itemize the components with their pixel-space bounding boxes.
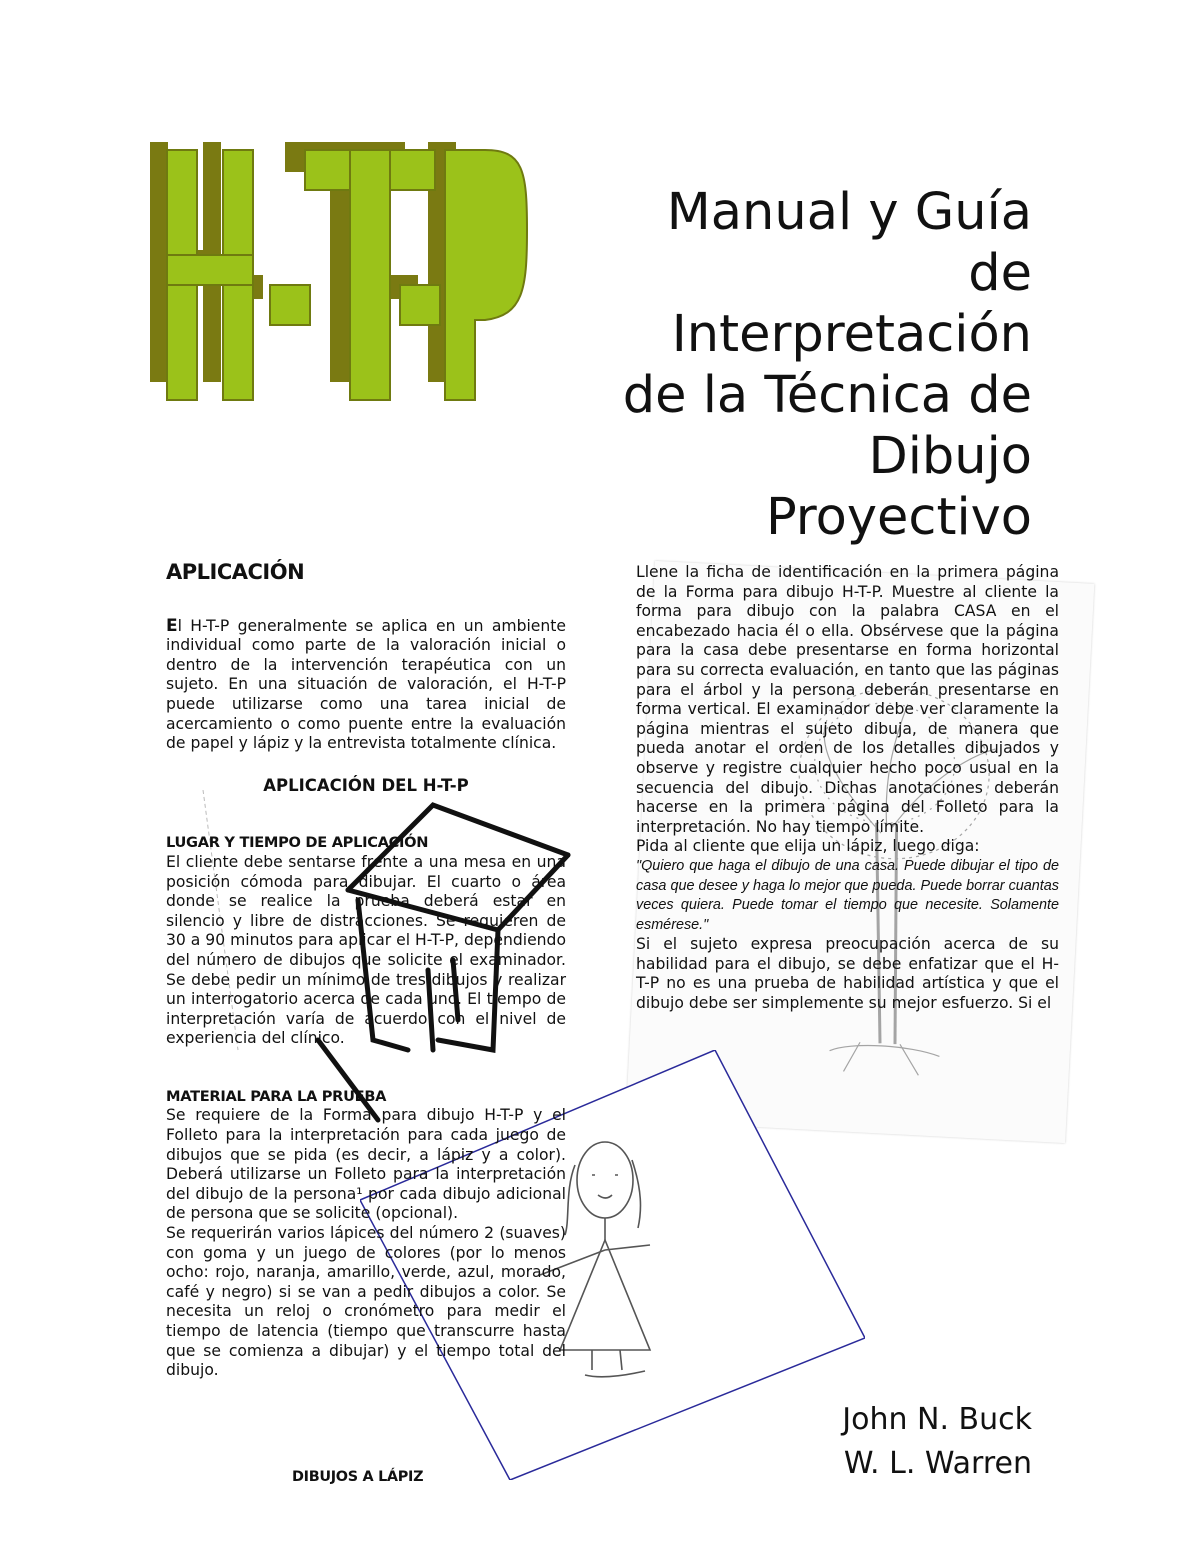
title-line: Manual y Guía xyxy=(666,183,1032,242)
title-line: Dibujo xyxy=(868,427,1032,486)
author-name: John N. Buck xyxy=(842,1402,1032,1437)
logo-text: H-T-P xyxy=(145,130,148,131)
material-paragraph-1: Se requiere de la Forma para dibujo H-T-P y el Folleto para la interpretación para cada juego de dibujos que se pida (es decir, a lápiz y a color). Deberá utilizarse un Folleto para la interpretación del dibujo de la persona¹ por cada dibujo adicional de persona que se solicite (opcional). xyxy=(166,1106,566,1223)
drop-cap: E xyxy=(166,615,178,636)
pencil-drawings-label: DIBUJOS A LÁPIZ xyxy=(292,1469,424,1485)
material-heading: MATERIAL PARA LA PRUEBA xyxy=(166,1087,387,1105)
instructions-paragraph-2: Pida al cliente que elija un lápiz, luego diga: xyxy=(636,837,980,856)
title-line: de xyxy=(968,244,1032,303)
place-time-heading: LUGAR Y TIEMPO DE APLICACIÓN xyxy=(166,834,429,852)
authors xyxy=(760,1398,1032,1486)
intro-paragraph xyxy=(166,617,566,754)
instructions-paragraph: Llene la ficha de identificación en la primera página de la Forma para dibujo H-T-P. Muestre al cliente la forma para dibujo con la palabra CASA en el encabezado hacia él o ella. Obsérvese que la página para la casa debe presentarse en forma horizontal para su correcta evaluación, en tanto que las páginas para el árbol y la persona deberán presentarse en forma vertical. El examinador debe ver claramente la página mientras el sujeto dibuja, de manera que pueda anotar el orden de los detalles dibujados y observe y registre cualquier hecho poco usual en la secuencia del dibujo. Dichas anotaciones deberán hacerse en la primera página del Folleto para la interpretación. No hay tiempo límite. xyxy=(636,563,1059,836)
section-heading: APLICACIÓN xyxy=(166,560,305,584)
right-column xyxy=(636,563,1059,1014)
place-time-paragraph: El cliente debe sentarse frente a una mesa en una posición cómoda para dibujar. El cuarto o área donde se realice la prueba deberá estar en silencio y libre de distracciones. Se requieren de 30 a 90 minutos para aplicar el H-T-P, dependiendo del número de dibujos que solicite el examinador. Se debe pedir un mínimo de tres dibujos y realizar un interrogatorio acerca de cada uno. El tiempo de interpretación varía de acuerdo con el nivel de experiencia del clínico. xyxy=(166,852,566,1048)
material-paragraph-2: Se requerirán varios lápices del número 2 (suaves) con goma y un juego de colores (por lo menos ocho: rojo, naranja, amarillo, verde, azul, morado, café y negro) si se van a pedir dibujos a color. Se necesita un reloj o cronómetro para medir el tiempo de latencia (tiempo que transcurre hasta que se comienza a dibujar) y el tiempo total del dibujo. xyxy=(166,1224,566,1380)
intro-text: l H-T-P generalmente se aplica en un ambiente individual como parte de la valoración inicial o dentro de la intervención terapéutica con un sujeto. En una situación de valoración, el H-T-P puede utilizarse como una tarea inicial de acercamiento o como puente entre la evaluación de papel y lápiz y la entrevista totalmente clínica. xyxy=(166,616,566,753)
title-line: de la Técnica de xyxy=(622,366,1032,425)
title-line: Interpretación xyxy=(671,305,1032,364)
document-title xyxy=(560,182,1032,548)
author-name: W. L. Warren xyxy=(843,1446,1032,1481)
instruction-quote: "Quiero que haga el dibujo de una casa. Puede dibujar el tipo de casa que desee y haga lo mejor que pueda. Puede borrar cuantas veces quiera. Puede tomar el tiempo que necesite. Solamente esmérese." xyxy=(636,857,1059,933)
title-line: Proyectivo xyxy=(765,488,1032,547)
instructions-paragraph-3: Si el sujeto expresa preocupación acerca de su habilidad para el dibujo, se debe enfatizar que el H- T-P no es una prueba de habilidad artística y que el dibujo debe ser simplemente su mejor esfuerzo. Si el xyxy=(636,935,1059,1013)
htp-logo xyxy=(145,130,530,410)
subsection-heading: APLICACIÓN DEL H-T-P xyxy=(263,775,469,795)
left-column xyxy=(166,560,566,1381)
